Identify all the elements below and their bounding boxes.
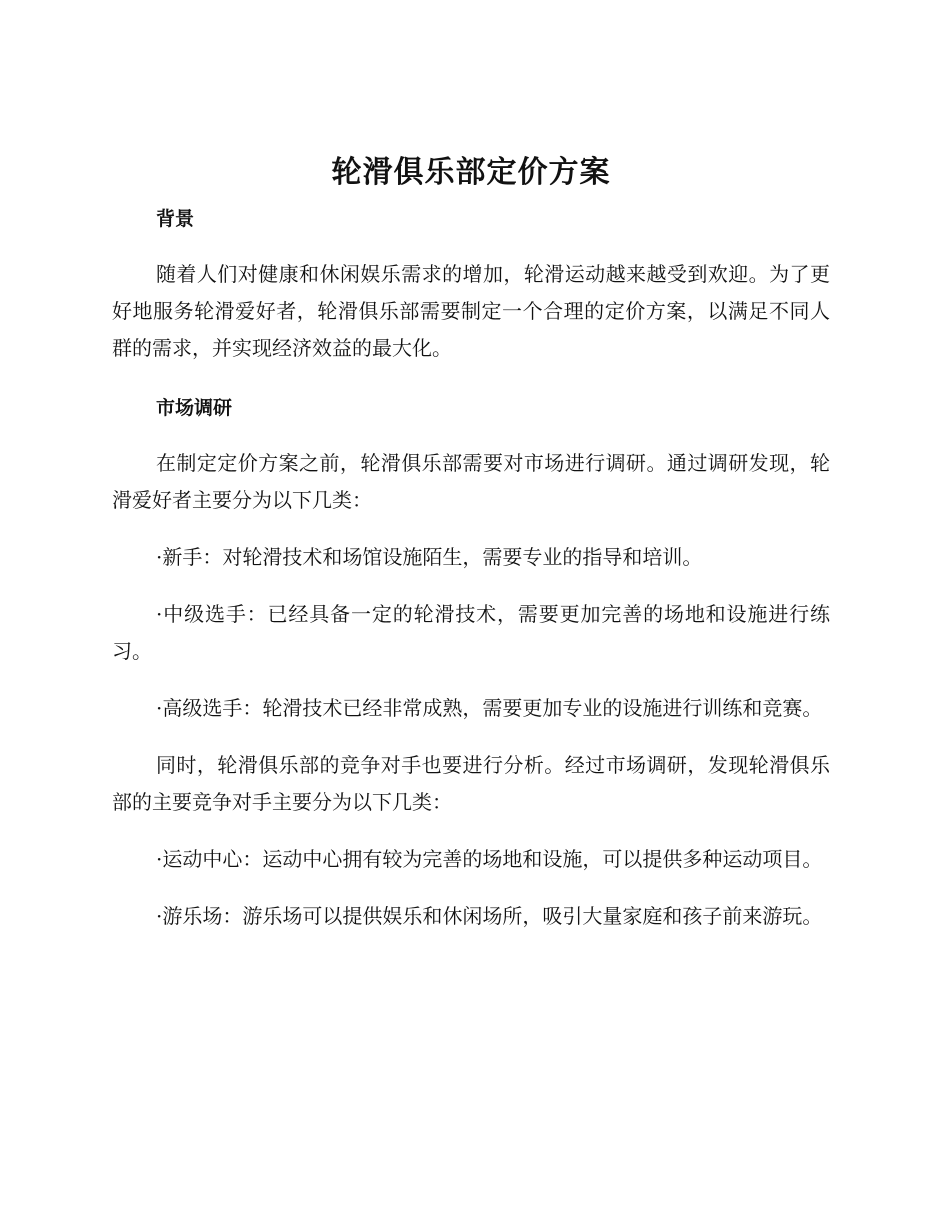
competitor-item-sports-center (112, 841, 830, 878)
background-paragraph: 随着人们对健康和休闲娱乐需求的增加，轮滑运动越来越受到欢迎。为了更好地服务轮滑爱好者，轮滑俱乐部需要制定一个合理的定价方案，以满足不同人群的需求，并实现经济效益的最大化。 (112, 262, 830, 360)
bullet-dot-icon: · (156, 602, 163, 626)
customer-type-item-advanced (112, 690, 830, 727)
bullet-dot-icon: · (156, 545, 163, 569)
customer-type-item-beginner (112, 539, 830, 576)
bullet-dot-icon: · (156, 696, 163, 720)
competitor-item-amusement-park (112, 898, 830, 935)
document-body (112, 150, 830, 955)
bullet-label: 中级选手： (162, 602, 268, 626)
section-market-research (112, 395, 830, 935)
section-heading-market-research: 市场调研 (156, 397, 233, 419)
bullet-dot-icon: · (156, 904, 163, 928)
section-background (112, 206, 830, 367)
document-title: 轮滑俱乐部定价方案 (331, 155, 611, 190)
competitor-intro: 同时，轮滑俱乐部的竞争对手也要进行分析。经过市场调研，发现轮滑俱乐部的主要竞争对手主要分为以下几类： (112, 753, 830, 814)
bullet-text: 游乐场可以提供娱乐和休闲场所，吸引大量家庭和孩子前来游玩。 (242, 904, 823, 928)
section-heading-background: 背景 (156, 208, 195, 230)
bullet-text: 对轮滑技术和场馆设施陌生，需要专业的指导和培训。 (222, 545, 703, 569)
bullet-label: 高级选手： (162, 696, 263, 720)
customer-type-item-intermediate (112, 596, 830, 670)
bullet-label: 运动中心： (162, 847, 263, 871)
bullet-label: 新手： (162, 545, 223, 569)
bullet-label: 游乐场： (162, 904, 243, 928)
bullet-dot-icon: · (156, 847, 163, 871)
market-research-intro: 在制定定价方案之前，轮滑俱乐部需要对市场进行调研。通过调研发现，轮滑爱好者主要分为以下几类： (112, 451, 830, 512)
bullet-text: 已经具备一定的轮滑技术，需要更加完善的场地和设施进行练习。 (112, 602, 831, 663)
bullet-text: 运动中心拥有较为完善的场地和设施，可以提供多种运动项目。 (262, 847, 823, 871)
bullet-text: 轮滑技术已经非常成熟，需要更加专业的设施进行训练和竞赛。 (262, 696, 823, 720)
